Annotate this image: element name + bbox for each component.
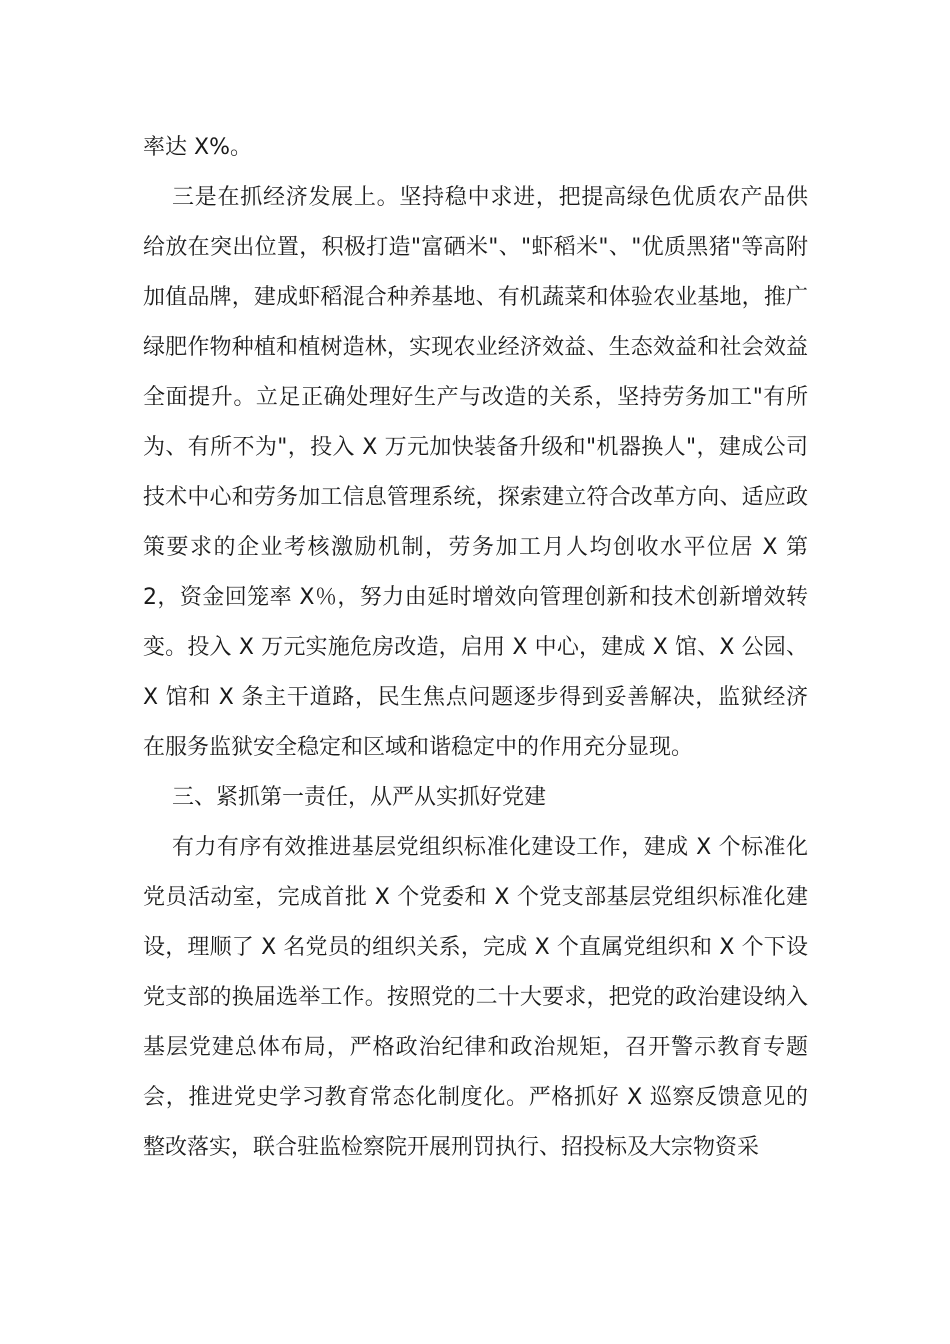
paragraph-continuation: 率达 X%。 (143, 135, 252, 160)
document-page (143, 123, 808, 1173)
paragraph-economic-development: 三是在抓经济发展上。坚持稳中求进，把提高绿色优质农产品供给放在突出位置，积极打造"富硒米"、"虾稻米"、"优质黑猪"等高附加值品牌，建成虾稻混合种养基地、有机蔬菜和体验农业基地，推广绿肥作物种植和植树造林，实现农业经济效益、生态效益和社会效益全面提升。立足正确处理好生产与改造的关系，坚持劳务加工"有所为、有所不为"，投入 X 万元加快装备升级和"机器换人"，建成公司技术中心和劳务加工信息管理系统，探索建立符合改革方向、适应政策要求的企业考核激励机制，劳务加工月人均创收水平位居 X 第 2，资金回笼率 X％，努力由延时增效向管理创新和技术创新增效转变。投入 X 万元实施危房改造，启用 X 中心，建成 X 馆、X 公园、X 馆和 X 条主干道路，民生焦点问题逐步得到妥善解决，监狱经济在服务监狱安全稳定和区域和谐稳定中的作用充分显现。 (143, 185, 808, 760)
section-heading-party-building: 三、紧抓第一责任，从严从实抓好党建 (172, 785, 547, 810)
paragraph-party-organization: 有力有序有效推进基层党组织标准化建设工作，建成 X 个标准化党员活动室，完成首批 X 个党委和 X 个党支部基层党组织标准化建设，理顺了 X 名党员的组织关系，完成 X 个直属党组织和 X 个下设党支部的换届选举工作。按照党的二十大要求，把党的政治建设纳入基层党建总体布局，严格政治纪律和政治规矩，召开警示教育专题会，推进党史学习教育常态化制度化。严格抓好 X 巡察反馈意见的整改落实，联合驻监检察院开展刑罚执行、招投标及大宗物资采 (143, 835, 808, 1160)
